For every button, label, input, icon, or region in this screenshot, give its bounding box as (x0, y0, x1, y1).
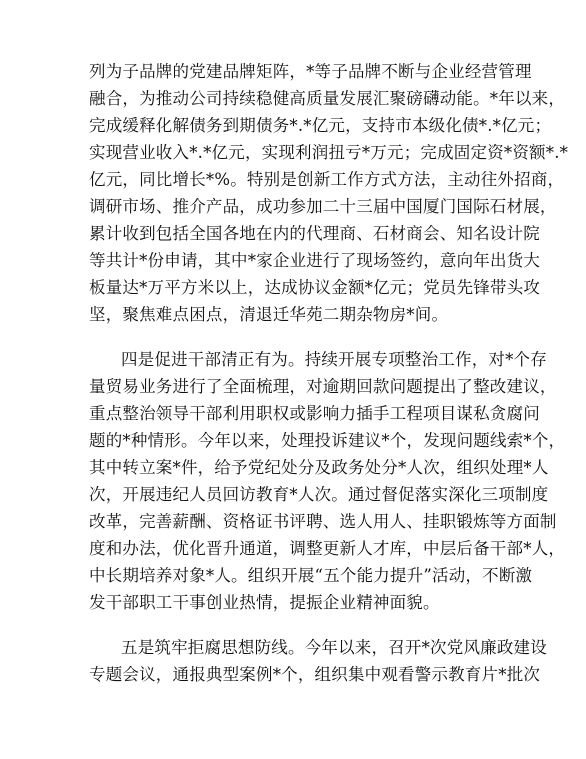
text-line: 完成缓释化解债务到期债务*.*亿元，支持市本级化债*.*亿元； (89, 116, 552, 135)
text-line: 等共计*份申请，其中*家企业进行了现场签约，意向年出货大 (89, 251, 541, 270)
text-line: 四是促进干部清正有为。持续开展专项整治工作，对*个存 (121, 350, 547, 369)
text-line: 融合，为推动公司持续稳健高质量发展汇聚磅礴动能。*年以来， (89, 89, 566, 108)
text-line: 专题会议，通报典型案例*个，组织集中观看警示教育片*批次 (89, 665, 541, 684)
text-line: 五是筑牢拒腐思想防线。今年以来，召开*次党风廉政建设 (121, 638, 547, 657)
text-line: 改革，完善薪酬、资格证书评聘、选人用人、挂职锻炼等方面制 (89, 512, 557, 531)
text-line: 坚，聚焦难点困点，清退迁华苑二期杂物房*间。 (89, 305, 449, 324)
text-line: 实现营业收入*.*亿元，实现利润扭亏*万元；完成固定资*资额*.* (89, 143, 569, 162)
text-line: 列为子品牌的党建品牌矩阵，*等子品牌不断与企业经营管理 (89, 62, 532, 81)
text-line: 板量达*万平方米以上，达成协议金额*亿元；党员先锋带头攻 (89, 278, 541, 297)
text-line: 重点整治领导干部利用职权或影响力插手工程项目谋私贪腐问 (89, 404, 540, 423)
text-line: 题的*种情形。今年以来，处理投诉建议*个，发现问题线索*个， (89, 431, 566, 450)
text-line: 调研市场、推介产品，成功参加二十三届中国厦门国际石材展， (89, 197, 557, 216)
text-line: 其中转立案*件，给予党纪处分及政务处分*人次，组织处理*人 (89, 458, 549, 477)
text-line: 度和办法，优化晋升通道，调整更新人才库，中层后备干部*人， (89, 539, 566, 558)
text-line: 发干部职工干事创业热情，提振企业精神面貌。 (89, 593, 440, 612)
text-line: 次，开展违纪人员回访教育*人次。通过督促落实深化三项制度 (89, 485, 549, 504)
text-line: 量贸易业务进行了全面梳理，对逾期回款问题提出了整改建议， (89, 377, 557, 396)
text-line: 累计收到包括全国各地在内的代理商、石材商会、知名设计院 (89, 224, 540, 243)
text-line: 亿元，同比增长*%。特别是创新工作方式方法，主动往外招商， (89, 170, 565, 189)
text-line: 中长期培养对象*人。组织开展“五个能力提升”活动，不断激 (89, 566, 533, 585)
